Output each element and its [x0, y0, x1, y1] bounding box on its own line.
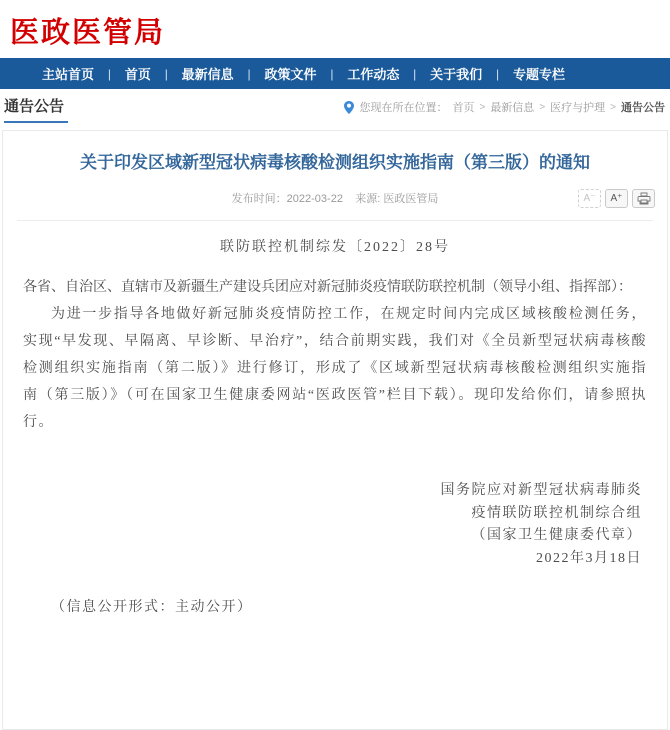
nav-separator: |	[247, 66, 251, 81]
source-label: 来源:	[355, 193, 381, 205]
breadcrumb-row	[0, 89, 670, 123]
breadcrumb-item-latest-info[interactable]: 最新信息	[490, 102, 535, 114]
nav-item-home[interactable]: 首页	[124, 67, 151, 82]
nav-separator: |	[107, 66, 111, 81]
nav-item-latest-info[interactable]: 最新信息	[181, 67, 234, 82]
article-container	[2, 130, 668, 730]
nav-item-main-home[interactable]: 主站首页	[42, 67, 95, 82]
notice-paragraph: 为进一步指导各地做好新冠肺炎疫情防控工作，在规定时间内完成区域核酸检测任务，实现“早发现、早隔离、早诊断、早治疗”，结合前期实践，我们对《全员新型冠状病毒核酸检测组织实施指南（第二版）》进行修订，形成了《区域新型冠状病毒核酸检测组织实施指南（第三版）》（可在国家卫生健康委网站“医政医管”栏目下载）。现印发给你们，请参照执行。	[23, 307, 647, 430]
site-header	[0, 0, 670, 58]
breadcrumb-separator: >	[479, 101, 486, 113]
article-title: 关于印发区域新型冠状病毒核酸检测组织实施指南（第三版）的通知	[80, 153, 590, 172]
breadcrumb-location-label: 您现在所在位置：	[359, 102, 448, 114]
nav-separator: |	[330, 66, 334, 81]
font-larger-button[interactable]: A⁺	[605, 189, 628, 208]
breadcrumb-item-home[interactable]: 首页	[452, 102, 475, 114]
document-number: 联防联控机制综发〔2022〕28号	[220, 240, 450, 255]
nav-separator: |	[496, 66, 500, 81]
nav-separator: |	[413, 66, 417, 81]
breadcrumb-item-medical-nursing[interactable]: 医疗与护理	[550, 102, 606, 114]
page-title: 通告公告	[4, 95, 68, 123]
publish-time-label: 发布时间：	[231, 193, 287, 205]
article-tools	[578, 189, 655, 208]
source-value: 医政医管局	[383, 193, 439, 205]
signature-line: 疫情联防联控机制综合组	[471, 505, 642, 521]
top-nav	[0, 58, 670, 89]
breadcrumb-separator: >	[539, 101, 546, 113]
nav-item-special-topics[interactable]: 专题专栏	[512, 67, 565, 82]
document-body	[3, 234, 667, 621]
print-button[interactable]	[632, 189, 655, 208]
meta-divider	[17, 220, 653, 221]
publish-date: 2022-03-22	[286, 193, 343, 205]
breadcrumb	[344, 99, 665, 123]
nav-item-policy-docs[interactable]: 政策文件	[264, 67, 317, 82]
addressee-line: 各省、自治区、直辖市及新疆生产建设兵团应对新冠肺炎疫情联防联控机制（领导小组、指挥部）：	[23, 280, 632, 295]
breadcrumb-separator: >	[610, 101, 616, 113]
location-pin-icon	[344, 101, 354, 114]
nav-item-work-news[interactable]: 工作动态	[347, 67, 400, 82]
signature-block	[23, 480, 647, 570]
signature-date: 2022年3月18日	[536, 550, 642, 566]
printer-icon	[638, 193, 650, 205]
signature-line: 国务院应对新型冠状病毒肺炎	[440, 483, 642, 498]
disclosure-note: （信息公开形式：主动公开）	[51, 600, 253, 615]
nav-item-about-us[interactable]: 关于我们	[430, 67, 483, 82]
nav-separator: |	[164, 66, 168, 81]
site-logo[interactable]: 医政医管局	[10, 17, 166, 49]
signature-line: （国家卫生健康委代章）	[471, 528, 642, 543]
article-meta-row	[3, 189, 667, 211]
breadcrumb-current: 通告公告	[621, 102, 665, 114]
font-smaller-button[interactable]: A⁻	[578, 189, 601, 208]
